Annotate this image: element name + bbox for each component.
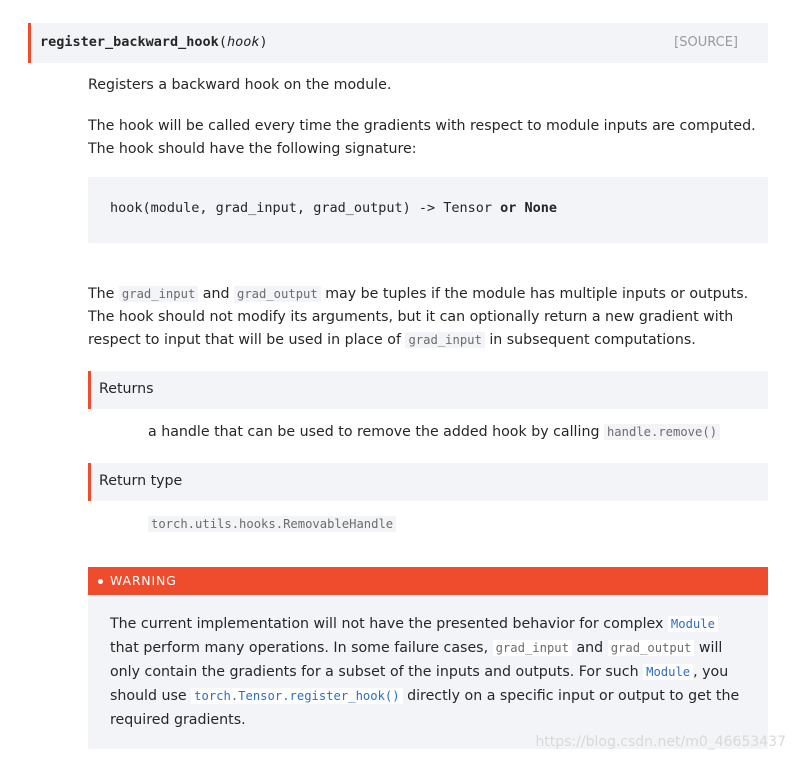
- module-link[interactable]: Module: [668, 616, 718, 632]
- source-link[interactable]: [SOURCE]: [674, 35, 738, 50]
- inline-code: grad_output: [608, 640, 695, 656]
- register-hook-link[interactable]: torch.Tensor.register_hook(): [191, 688, 402, 704]
- bullet-icon: [98, 579, 103, 584]
- return-type-value: [148, 513, 396, 536]
- warning-header: [88, 567, 768, 595]
- method-signature: [28, 23, 768, 63]
- returns-description: a handle that can be used to remove the added hook by calling handle.remove(): [148, 421, 720, 444]
- module-link[interactable]: Module: [643, 664, 693, 680]
- watermark: https://blog.csdn.net/m0_46653437: [535, 734, 786, 750]
- hook-signature-code: hook(module, grad_input, grad_output) -> Tensor or None: [110, 200, 558, 216]
- returns-field-header: Returns: [88, 371, 768, 409]
- inline-code: grad_input: [405, 332, 484, 348]
- inline-code: torch.utils.hooks.RemovableHandle: [148, 516, 396, 532]
- code-block: [88, 177, 768, 243]
- inline-code: grad_input: [119, 286, 198, 302]
- warning-title: WARNING: [110, 573, 177, 588]
- inline-code: grad_input: [493, 640, 572, 656]
- param-hook: hook: [226, 34, 260, 50]
- inline-code: handle.remove(): [604, 424, 720, 440]
- description: Registers a backward hook on the module.: [88, 77, 392, 93]
- method-name: register_backward_hook(hook): [40, 34, 268, 50]
- warning-text: The current implementation will not have the presented behavior for complex Module that perform many operations. In some failure cases, grad_input and grad_output will only contain the gradients for a subset of the inputs and outputs. For such Module , you should use torch.Tensor.register_hook() directly on a specific input or output to get the required gradients.: [110, 616, 740, 728]
- details-paragraph: The grad_input and grad_output may be tuples if the module has multiple inputs or outputs. The hook should not modify its arguments, but it can optionally return a new gradient with respect to input that will be used in place of grad_input in subsequent computations.: [88, 286, 749, 348]
- inline-code: grad_output: [234, 286, 321, 302]
- warning-body: [88, 595, 768, 749]
- signature-intro: The hook will be called every time the gradients with respect to module inputs are computed. The hook should have the following signature:: [88, 118, 756, 157]
- return-type-field-header: Return type: [88, 463, 768, 501]
